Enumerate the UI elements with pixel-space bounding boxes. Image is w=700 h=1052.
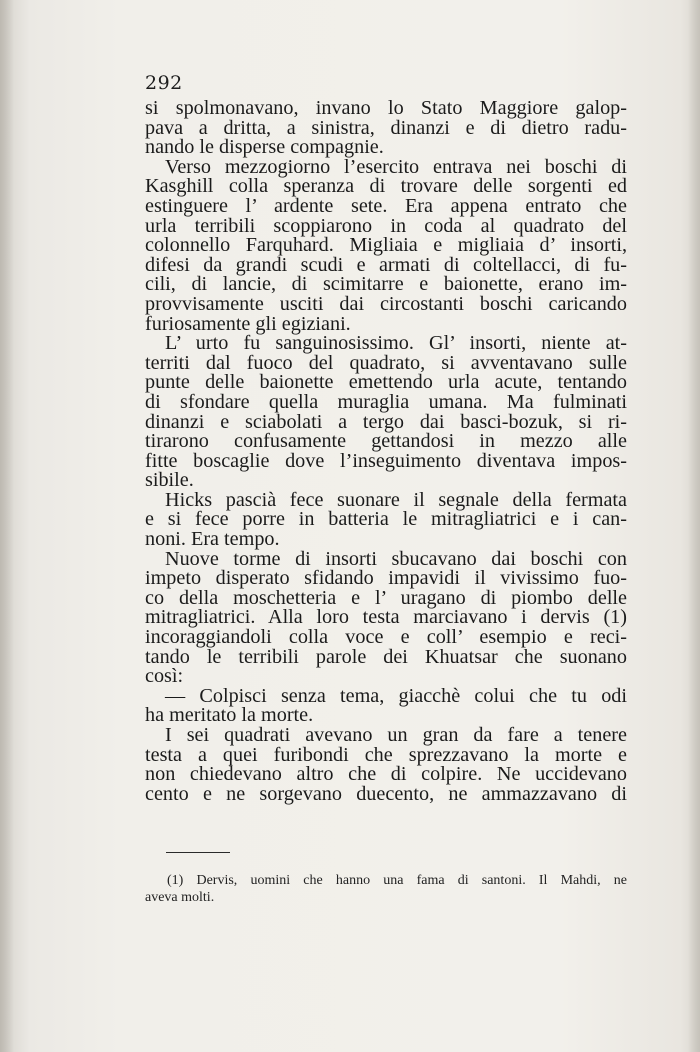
text-line: Nuove torme di insorti sbucavano dai boschi con [165, 547, 627, 570]
text-line: territi dal fuoco del quadrato, si avventavano sulle [145, 351, 627, 374]
text-line: non chiedevano altro che di colpire. Ne uccidevano [145, 763, 627, 786]
text-line: furiosamente gli egiziani. [145, 312, 351, 335]
text-line: mitragliatrici. Alla loro testa marciavano i dervis (1) [145, 606, 627, 629]
text-line: — Colpisci senza tema, giacchè colui che tu odi [165, 684, 627, 707]
text-line: ha meritato la morte. [145, 704, 314, 727]
text-line: dinanzi e sciabolati a tergo dai basci-bozuk, si ri- [145, 410, 627, 433]
footnotes [145, 872, 627, 906]
text-line: pava a dritta, a sinistra, dinanzi e di dietro radu- [145, 116, 627, 139]
text-line: tirarono confusamente gettandosi in mezzo alle [145, 430, 627, 453]
text-line: urla terribili scoppiarono in coda al quadrato del [145, 214, 627, 237]
text-line: si spolmonavano, invano lo Stato Maggiore galop- [145, 97, 627, 119]
text-line: sibile. [145, 469, 194, 492]
text-line: tando le terribili parole dei Khuatsar che suonano [145, 645, 627, 668]
footnote-line: (1) Dervis, uomini che hanno una fama di santoni. Il Mahdi, ne [167, 873, 627, 888]
text-line: cili, di lancie, di scimitarre e baionette, erano im- [145, 273, 627, 296]
page-number: 292 [145, 72, 183, 94]
text-line: colonnello Farquhard. Migliaia e migliaia d’ insorti, [145, 234, 627, 257]
text-line: e si fece porre in batteria le mitragliatrici e i can- [145, 508, 627, 531]
body-text [145, 99, 627, 804]
text-line: di sfondare quella muraglia umana. Ma fulminati [145, 390, 627, 413]
text-line: estinguere l’ ardente sete. Era appena entrato che [145, 194, 627, 217]
text-line: impeto disperato sfidando impavidi il vivissimo fuo- [145, 567, 627, 590]
text-line: I sei quadrati avevano un gran da fare a tenere [165, 724, 627, 746]
text-line: punte delle baionette emettendo urla acute, tentando [145, 371, 627, 394]
page-left-shadow [0, 0, 14, 1052]
text-line: noni. Era tempo. [145, 528, 280, 551]
text-line: Hicks pascià fece suonare il segnale della fermata [165, 488, 627, 511]
text-line: provvisamente usciti dai circostanti boschi caricando [145, 292, 627, 315]
text-line: così: [145, 665, 184, 688]
text-line: incoraggiandoli colla voce e coll’ esempio e reci- [145, 626, 627, 649]
text-line: difesi da grandi scudi e armati di coltellacci, di fu- [145, 253, 627, 276]
text-line: Kasghill colla speranza di trovare delle sorgenti ed [145, 175, 627, 198]
text-line: nando le disperse compagnie. [145, 136, 384, 159]
text-line: fitte boscaglie dove l’inseguimento diventava impos- [145, 449, 627, 472]
text-line: testa a quei furibondi che sprezzavano la morte e [145, 743, 627, 766]
footnote-line: aveva molti. [145, 890, 215, 905]
text-line: Verso mezzogiorno l’esercito entrava nei boschi di [165, 155, 627, 178]
text-line: L’ urto fu sanguinosissimo. Gl’ insorti, niente at- [165, 332, 627, 355]
footnote-divider [166, 852, 230, 853]
text-line: co della moschetteria e l’ uragano di piombo delle [145, 586, 627, 609]
text-line: cento e ne sorgevano duecento, ne ammazzavano di [145, 782, 627, 805]
page-right-shadow [688, 0, 700, 1052]
